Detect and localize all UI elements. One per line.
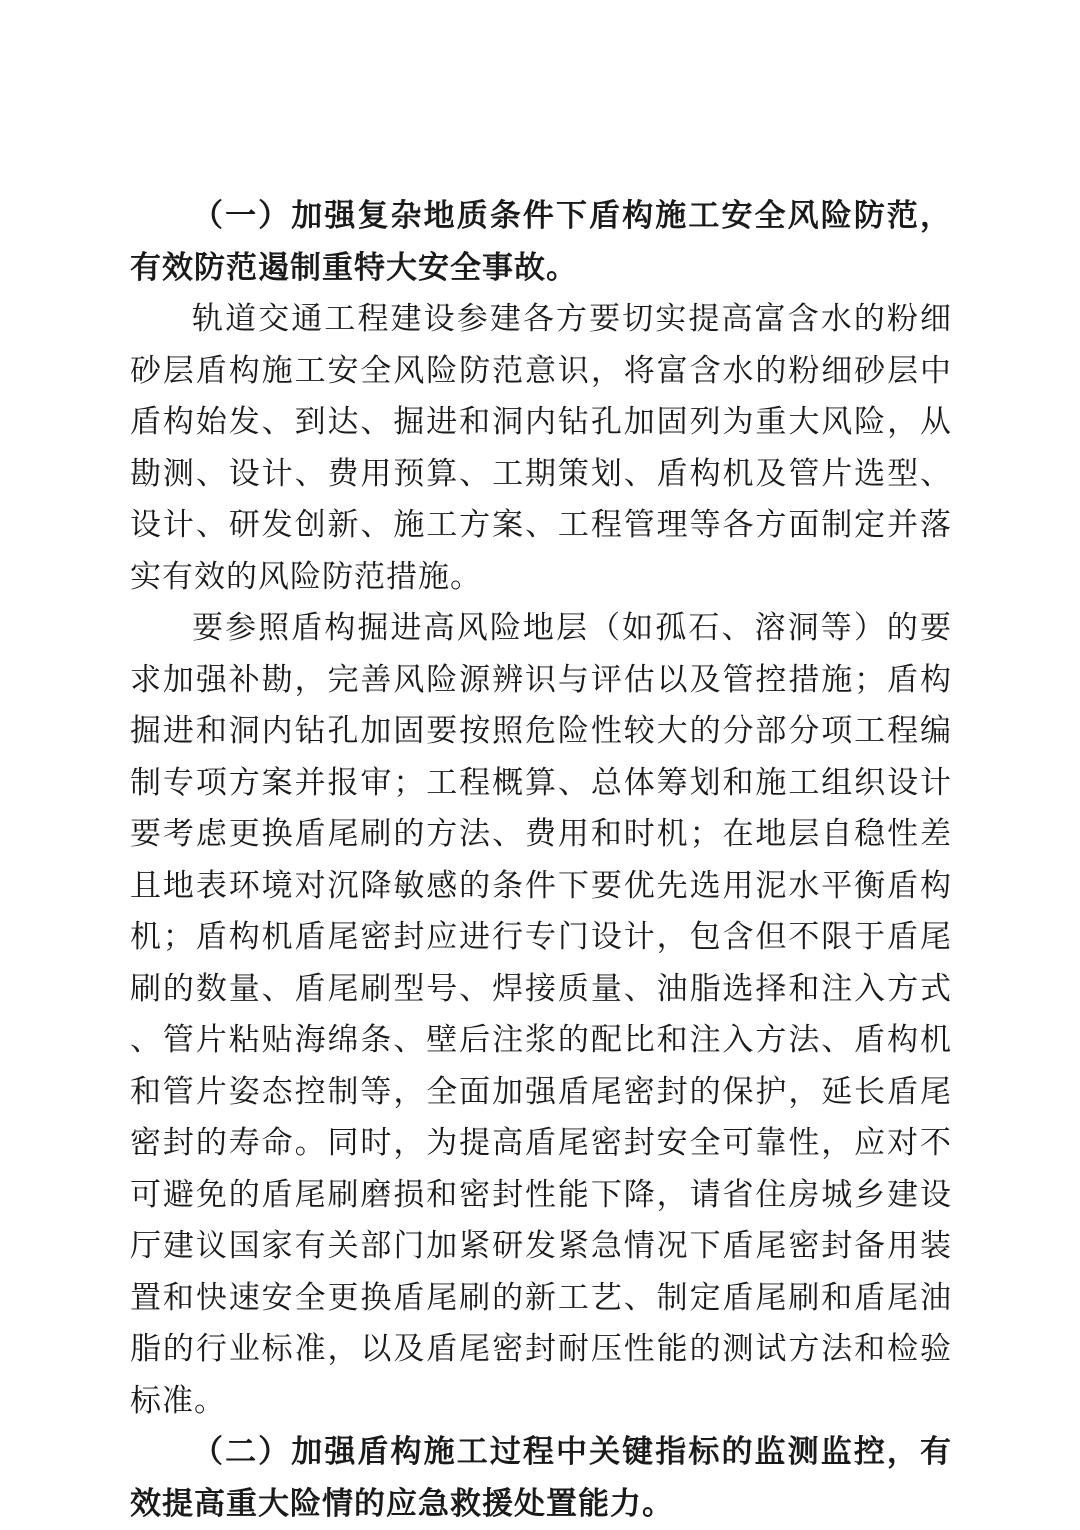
body-paragraph-2: 要参照盾构掘进高风险地层（如孤石、溶洞等）的要求加强补勘，完善风险源辨识与评估以及管控措施；盾构掘进和洞内钻孔加固要按照危险性较大的分部分项工程编制专项方案并报审；工程概算、总体筹划和施工组织设计要考虑更换盾尾刷的方法、费用和时机；在地层自稳性差且地表环境对沉降敏感的条件下要优先选用泥水平衡盾构机；盾构机盾尾密封应进行专门设计，包含但不限于盾尾刷的数量、盾尾刷型号、焊接质量、油脂选择和注入方式、管片粘贴海绵条、壁后注浆的配比和注入方法、盾构机和管片姿态控制等，全面加强盾尾密封的保护，延长盾尾密封的寿命。同时，为提高盾尾密封安全可靠性，应对不可避免的盾尾刷磨损和密封性能下降，请省住房城乡建设厅建议国家有关部门加紧研发紧急情况下盾尾密封备用装置和快速安全更换盾尾刷的新工艺、制定盾尾刷和盾尾油脂的行业标准，以及盾尾密封耐压性能的测试方法和检验标准。 (130, 610, 952, 1419)
body-paragraph-1: 轨道交通工程建设参建各方要切实提高富含水的粉细砂层盾构施工安全风险防范意识，将富含水的粉细砂层中盾构始发、到达、掘进和洞内钻孔加固列为重大风险，从勘测、设计、费用预算、工期策划、盾构机及管片选型、设计、研发创新、施工方案、工程管理等各方面制定并落实有效的风险防范措施。 (130, 301, 952, 595)
section-heading-2: （二）加强盾构施工过程中关键指标的监测监控，有效提高重大险情的应急救援处置能力。 (130, 1434, 952, 1522)
document-body (130, 191, 952, 1530)
section-heading-1: （一）加强复杂地质条件下盾构施工安全风险防范，有效防范遏制重特大安全事故。 (130, 198, 952, 286)
